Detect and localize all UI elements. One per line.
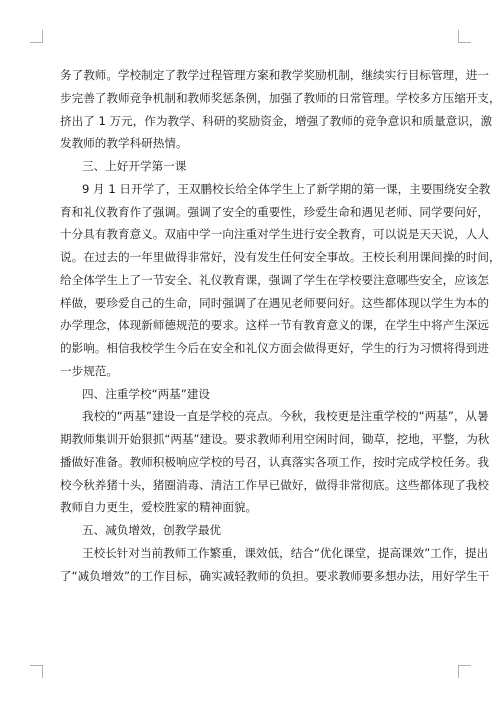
text-line: 样做，要珍爱自己的生命，同时强调了在遇见老师要问好。这些都体现以学生为本的 [60,295,489,310]
text-line: 期教师集训开始狠抓“两基”建设。要求教师利用空闲时间，锄草，挖地，平整，为秋 [60,432,490,446]
document-page [60,64,501,587]
text-line: 说。在过去的一年里做得非常好，没有发生任何安全事故。王校长利用课间操的时间， [60,250,501,264]
text-line: 播做好准备。教师积极响应学校的号召，认真落实各项工作，按时完成学校任务。我 [60,454,489,469]
text-line: 教师自力更生，爱校胜家的精神面貌。 [60,500,258,515]
text-line: 务了教师。学校制定了教学过程管理方案和教学奖励机制，继续实行目标管理，进一 [60,68,489,82]
crop-mark-top-right [458,30,471,43]
text-line: 四、注重学校“两基”建设 [82,386,210,401]
crop-mark-top-left [30,30,43,43]
text-line: 了“减负增效”的工作目标，确实减轻教师的负担。要求教师要多想办法，用好学生干 [60,568,490,583]
text-line: 王校长针对当前教师工作繁重，课效低，结合“优化课堂，提高课效”工作，提出 [82,545,489,560]
text-line: 十分具有教育意义。双庙中学一向注重对学生进行安全教育，可以说是天天说，人人 [60,227,489,242]
text-line: 9 月 1 日开学了，王双鹏校长给全体学生上了新学期的第一课，主要围绕安全教 [82,181,491,196]
text-line: 给全体学生上了一节安全、礼仪教育课，强调了学生在学校要注意哪些安全，应该怎 [60,272,489,287]
text-line: 办学理念，体现新师德规范的要求。这样一节有教育意义的课，在学生中将产生深远 [60,318,489,333]
crop-mark-bottom-left [30,665,43,678]
text-line: 育和礼仪教育作了强调。强调了安全的重要性，珍爱生命和遇见老师、同学要问好， [60,204,489,219]
text-line: 一步规范。 [60,363,118,378]
text-line: 挤出了 1 万元，作为教学、科研的奖励资金，增强了教师的竞争意识和质量意识，激 [60,113,493,128]
text-line: 步完善了教师竞争机制和教师奖惩条例，加强了教师的日常管理。学校多方压缩开支， [60,90,501,105]
text-line: 三、上好开学第一课 [82,159,187,173]
text-line: 我校的“两基”建设一直是学校的亮点。今秋，我校更是注重学校的“两基”，从暑 [82,409,489,424]
text-line: 校今秋养猪十头，猪圈消毒、清洁工作早已做好，做得非常彻底。这些都体现了我校 [60,477,489,492]
crop-mark-bottom-right [458,665,471,678]
text-line: 五、减负增效，创教学最优 [82,523,222,537]
text-line: 发教师的教学科研热情。 [60,136,188,151]
text-line: 的影响。相信我校学生今后在安全和礼仪方面会做得更好，学生的行为习惯将得到进 [60,341,489,355]
